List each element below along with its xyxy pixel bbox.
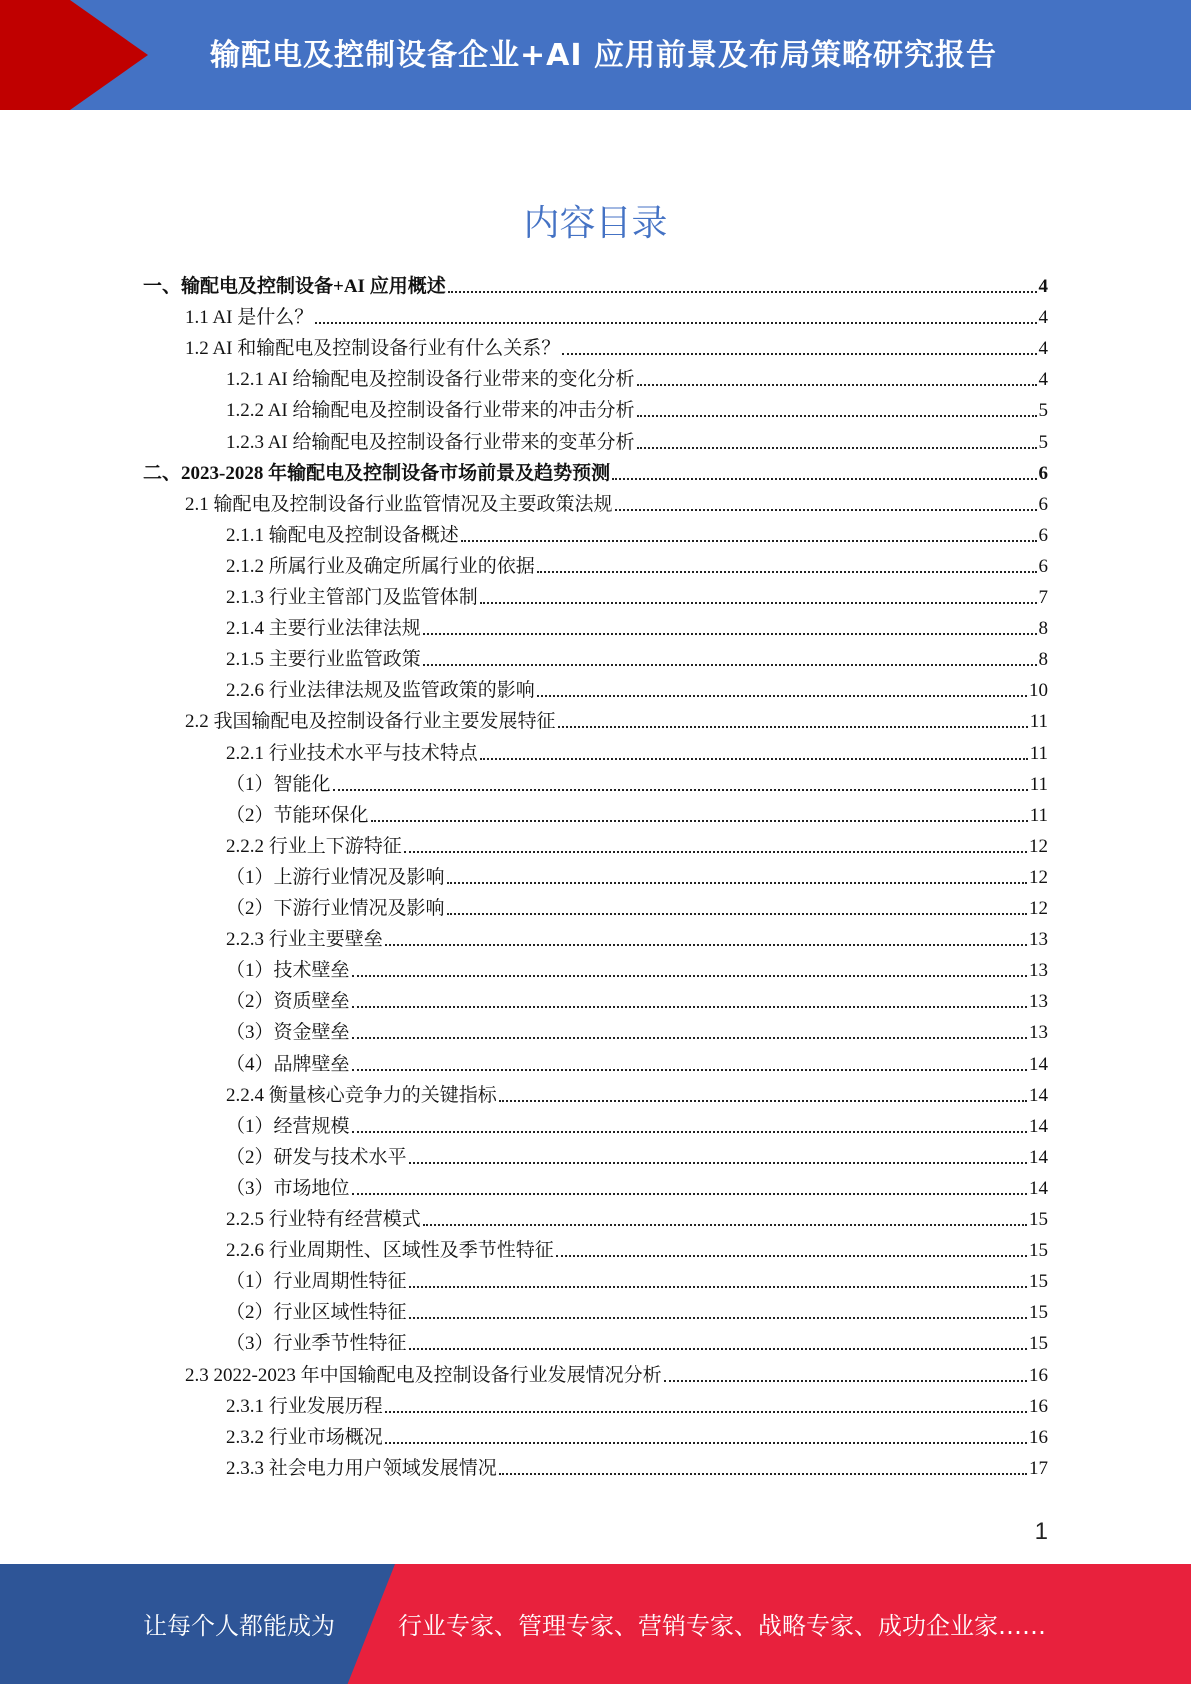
toc-entry[interactable]	[226, 644, 1048, 675]
toc-dot-leader	[499, 1100, 1027, 1102]
page-number: 1	[1034, 1518, 1048, 1545]
toc-entry[interactable]	[226, 1080, 1048, 1111]
toc-entry-page: 6	[1038, 494, 1048, 515]
toc-dot-leader	[637, 447, 1037, 449]
toc-entry-title: 2.1.2 所属行业及确定所属行业的依据	[226, 556, 535, 577]
toc-entry-page: 14	[1029, 1147, 1048, 1168]
toc-entry-title: （3）资金壁垒	[226, 1022, 350, 1043]
toc-entry-page: 11	[1029, 805, 1048, 826]
toc-dot-leader	[423, 1224, 1027, 1226]
toc-entry-title: 2.1.1 输配电及控制设备概述	[226, 525, 459, 546]
toc-entry-title: 2.3.2 行业市场概况	[226, 1427, 383, 1448]
toc-entry-page: 14	[1029, 1178, 1048, 1199]
footer-banner	[0, 1564, 1191, 1684]
footer-slogan-left: 让每个人都能成为	[143, 1612, 335, 1640]
toc-entry-page: 17	[1029, 1458, 1048, 1479]
toc-dot-leader	[385, 944, 1027, 946]
toc-dot-leader	[461, 540, 1037, 542]
toc-dot-leader	[499, 1473, 1027, 1475]
toc-entry-page: 16	[1029, 1396, 1048, 1417]
toc-entry-title: （2）研发与技术水平	[226, 1147, 407, 1168]
toc-entry[interactable]	[226, 364, 1048, 395]
toc-entry[interactable]	[226, 800, 1048, 831]
toc-entry-title: 2.3 2022-2023 年中国输配电及控制设备行业发展情况分析	[185, 1365, 662, 1386]
toc-entry[interactable]	[226, 613, 1048, 644]
toc-dot-leader	[352, 1193, 1027, 1195]
toc-entry[interactable]	[226, 520, 1048, 551]
toc-entry[interactable]	[226, 1111, 1048, 1142]
toc-entry-title: 2.2.1 行业技术水平与技术特点	[226, 743, 478, 764]
toc-entry-page: 16	[1029, 1427, 1048, 1448]
toc-dot-leader	[409, 1348, 1027, 1350]
toc-entry-page: 13	[1029, 960, 1048, 981]
toc-entry-page: 5	[1038, 400, 1048, 421]
toc-entry-title: 2.3.3 社会电力用户领域发展情况	[226, 1458, 497, 1479]
toc-entry[interactable]	[226, 1328, 1048, 1359]
toc-entry-page: 16	[1029, 1365, 1048, 1386]
toc-entry-page: 15	[1029, 1209, 1048, 1230]
toc-heading: 内容目录	[523, 203, 668, 244]
toc-entry-page: 15	[1029, 1240, 1048, 1261]
toc-dot-leader	[480, 602, 1037, 604]
toc-dot-leader	[556, 1255, 1027, 1257]
toc-entry[interactable]	[226, 1017, 1048, 1048]
toc-entry-page: 12	[1029, 898, 1048, 919]
toc-entry-title: （2）下游行业情况及影响	[226, 898, 445, 919]
toc-entry[interactable]	[185, 706, 1048, 737]
toc-entry[interactable]	[185, 1360, 1048, 1391]
toc-entry[interactable]	[226, 1422, 1048, 1453]
toc-entry-title: 1.1 AI 是什么？	[185, 307, 314, 328]
toc-entry-title: 2.2 我国输配电及控制设备行业主要发展特征	[185, 711, 556, 732]
toc-entry[interactable]	[226, 924, 1048, 955]
toc-entry-page: 7	[1038, 587, 1048, 608]
toc-dot-leader	[385, 1442, 1027, 1444]
toc-entry-title: 一、输配电及控制设备+AI 应用概述	[143, 276, 446, 297]
report-title: 输配电及控制设备企业+AI 应用前景及布局策略研究报告	[210, 38, 997, 73]
toc-entry-title: 2.2.2 行业上下游特征	[226, 836, 402, 857]
toc-dot-leader	[315, 322, 1036, 324]
toc-entry-page: 8	[1038, 618, 1048, 639]
toc-entry-page: 11	[1029, 774, 1048, 795]
toc-dot-leader	[352, 1069, 1027, 1071]
toc-entry-page: 15	[1029, 1333, 1048, 1354]
toc-entry[interactable]	[226, 1049, 1048, 1080]
toc-entry[interactable]	[226, 675, 1048, 706]
toc-entry-page: 14	[1029, 1054, 1048, 1075]
toc-entry-title: 2.2.5 行业特有经营模式	[226, 1209, 421, 1230]
toc-entry-page: 11	[1029, 743, 1048, 764]
toc-entry-title: 2.2.6 行业法律法规及监管政策的影响	[226, 680, 535, 701]
toc-dot-leader	[447, 913, 1027, 915]
toc-dot-leader	[558, 726, 1028, 728]
toc-entry-title: 2.2.6 行业周期性、区域性及季节性特征	[226, 1240, 554, 1261]
toc-entry-title: 1.2.1 AI 给输配电及控制设备行业带来的变化分析	[226, 369, 635, 390]
toc-entry[interactable]	[226, 862, 1048, 893]
toc-entry[interactable]	[226, 955, 1048, 986]
toc-entry-title: （3）市场地位	[226, 1178, 350, 1199]
toc-entry-title: （4）品牌壁垒	[226, 1054, 350, 1075]
toc-dot-leader	[352, 1131, 1027, 1133]
toc-dot-leader	[371, 820, 1028, 822]
toc-entry-page: 4	[1038, 276, 1048, 297]
toc-entry-page: 6	[1038, 556, 1048, 577]
toc-entry-page: 11	[1029, 711, 1048, 732]
toc-entry-title: 1.2.2 AI 给输配电及控制设备行业带来的冲击分析	[226, 400, 635, 421]
toc-entry-page: 12	[1029, 836, 1048, 857]
toc-entry-title: 2.2.3 行业主要壁垒	[226, 929, 383, 950]
toc-dot-leader	[612, 478, 1036, 480]
toc-dot-leader	[333, 789, 1028, 791]
toc-entry-title: （1）技术壁垒	[226, 960, 350, 981]
toc-dot-leader	[423, 664, 1037, 666]
toc-entry-title: 1.2 AI 和输配电及控制设备行业有什么关系？	[185, 338, 561, 359]
toc-entry[interactable]	[226, 551, 1048, 582]
toc-dot-leader	[637, 384, 1037, 386]
toc-entry-page: 14	[1029, 1116, 1048, 1137]
toc-entry-page: 13	[1029, 929, 1048, 950]
toc-entry-page: 10	[1029, 680, 1048, 701]
header-red-chevron	[70, 0, 148, 110]
toc-entry[interactable]	[226, 738, 1048, 769]
toc-entry-page: 15	[1029, 1302, 1048, 1323]
toc-entry[interactable]	[226, 1297, 1048, 1328]
toc-entry-page: 6	[1038, 525, 1048, 546]
toc-entry-page: 13	[1029, 1022, 1048, 1043]
toc-entry[interactable]	[226, 893, 1048, 924]
toc-entry[interactable]	[226, 1204, 1048, 1235]
toc-entry[interactable]	[226, 1235, 1048, 1266]
toc-dot-leader	[404, 851, 1027, 853]
toc-entry[interactable]	[226, 831, 1048, 862]
toc-entry[interactable]	[226, 1453, 1048, 1484]
toc-entry-title: （1）上游行业情况及影响	[226, 867, 445, 888]
toc-entry-title: 2.3.1 行业发展历程	[226, 1396, 383, 1417]
toc-entry-page: 14	[1029, 1085, 1048, 1106]
toc-dot-leader	[385, 1411, 1027, 1413]
toc-entry-page: 8	[1038, 649, 1048, 670]
toc-entry-page: 5	[1038, 432, 1048, 453]
toc-dot-leader	[352, 975, 1027, 977]
toc-dot-leader	[447, 882, 1027, 884]
toc-entry[interactable]	[185, 489, 1048, 520]
header-banner	[0, 0, 1191, 110]
toc-entry-page: 4	[1038, 369, 1048, 390]
toc-entry-page: 13	[1029, 991, 1048, 1012]
toc-entry[interactable]	[143, 458, 1048, 489]
toc-entry-page: 4	[1038, 307, 1048, 328]
toc-entry-title: （2）资质壁垒	[226, 991, 350, 1012]
toc-entry-page: 6	[1038, 463, 1048, 484]
toc-dot-leader	[448, 291, 1037, 293]
toc-entry-title: 2.2.4 衡量核心竞争力的关键指标	[226, 1085, 497, 1106]
toc-entry-title: 二、2023-2028 年输配电及控制设备市场前景及趋势预测	[143, 463, 611, 484]
toc-dot-leader	[352, 1037, 1027, 1039]
toc-entry[interactable]	[226, 1266, 1048, 1297]
toc-entry[interactable]	[226, 582, 1048, 613]
toc-entry[interactable]	[226, 1142, 1048, 1173]
toc-entry-title: 2.1.3 行业主管部门及监管体制	[226, 587, 478, 608]
toc-entry[interactable]	[226, 427, 1048, 458]
toc-entry-title: 1.2.3 AI 给输配电及控制设备行业带来的变革分析	[226, 432, 635, 453]
toc-dot-leader	[615, 509, 1037, 511]
toc-dot-leader	[537, 571, 1037, 573]
toc-entry-title: （1）行业周期性特征	[226, 1271, 407, 1292]
toc-entry[interactable]	[185, 333, 1048, 364]
toc-entry-title: （1）智能化	[226, 774, 331, 795]
toc-entry-title: （1）经营规模	[226, 1116, 350, 1137]
toc-dot-leader	[664, 1380, 1027, 1382]
toc-entry[interactable]	[226, 1173, 1048, 1204]
toc-entry[interactable]	[143, 271, 1048, 302]
toc-entry-title: （3）行业季节性特征	[226, 1333, 407, 1354]
toc-entry[interactable]	[226, 769, 1048, 800]
toc-entry-page: 4	[1038, 338, 1048, 359]
toc-dot-leader	[409, 1317, 1027, 1319]
header-red-block	[0, 0, 70, 110]
toc-dot-leader	[409, 1162, 1027, 1164]
toc-dot-leader	[637, 415, 1037, 417]
toc-dot-leader	[537, 695, 1027, 697]
toc-dot-leader	[480, 758, 1028, 760]
toc-dot-leader	[423, 633, 1037, 635]
toc-entry-title: （2）节能环保化	[226, 805, 369, 826]
toc-entry-title: 2.1 输配电及控制设备行业监管情况及主要政策法规	[185, 494, 613, 515]
toc-entry[interactable]	[226, 986, 1048, 1017]
toc-entry-title: 2.1.4 主要行业法律法规	[226, 618, 421, 639]
footer-slogan-right: 行业专家、管理专家、营销专家、战略专家、成功企业家……	[398, 1612, 1046, 1640]
toc-entry-title: （2）行业区域性特征	[226, 1302, 407, 1323]
toc-dot-leader	[409, 1286, 1027, 1288]
toc-entry[interactable]	[226, 1391, 1048, 1422]
toc-dot-leader	[562, 353, 1036, 355]
toc-entry-title: 2.1.5 主要行业监管政策	[226, 649, 421, 670]
toc-entry-page: 12	[1029, 867, 1048, 888]
toc-dot-leader	[352, 1006, 1027, 1008]
toc-entry-page: 15	[1029, 1271, 1048, 1292]
toc-entry[interactable]	[226, 395, 1048, 426]
toc-entry[interactable]	[185, 302, 1048, 333]
